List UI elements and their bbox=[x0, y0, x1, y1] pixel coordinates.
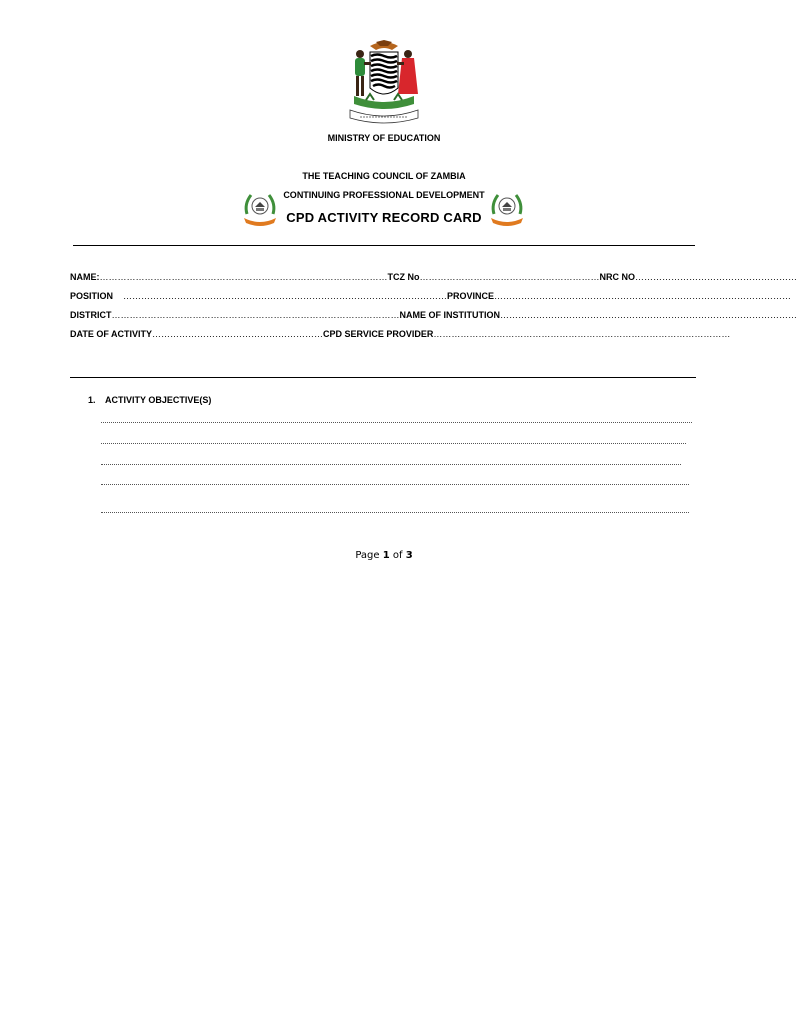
of-word: of bbox=[392, 550, 403, 561]
field-row-name: NAME:……………………………………………………………………………………TCZ No……………………………………………………NRC NO……………………………………………… bbox=[70, 272, 797, 282]
province-label: PROVINCE bbox=[447, 291, 495, 301]
field-row-district: DISTRICT……………………………………………………………………………………NAME OF INSTITUTION……………………………………………………………………………………… bbox=[70, 310, 797, 320]
card-title: CPD ACTIVITY RECORD CARD bbox=[286, 210, 482, 225]
field-row-date: DATE OF ACTIVITY…………………………………………………CPD SERVICE PROVIDER……………………………………………………………………………………… bbox=[70, 329, 731, 339]
program-title: CONTINUING PROFESSIONAL DEVELOPMENT bbox=[283, 190, 485, 200]
teaching-council-emblem-icon bbox=[488, 190, 526, 228]
current-page: 1 bbox=[382, 550, 390, 561]
council-title: THE TEACHING COUNCIL OF ZAMBIA bbox=[302, 171, 466, 181]
date-label: DATE OF ACTIVITY bbox=[70, 329, 152, 339]
district-label: DISTRICT bbox=[70, 310, 112, 320]
name-label: NAME: bbox=[70, 272, 100, 282]
section-divider bbox=[70, 377, 696, 378]
institution-label: NAME OF INSTITUTION bbox=[399, 310, 500, 320]
provider-label: CPD SERVICE PROVIDER bbox=[323, 329, 434, 339]
answer-line[interactable] bbox=[101, 443, 686, 444]
header-divider bbox=[73, 245, 695, 246]
tcz-label: TCZ No bbox=[387, 272, 420, 282]
ministry-title: MINISTRY OF EDUCATION bbox=[327, 133, 441, 143]
zambia-coat-of-arms-icon bbox=[340, 38, 428, 128]
section-number: 1. bbox=[88, 395, 96, 405]
page-indicator bbox=[0, 550, 768, 561]
section-title: ACTIVITY OBJECTIVE(S) bbox=[105, 395, 212, 405]
answer-line[interactable] bbox=[101, 484, 689, 485]
page-word: Page bbox=[355, 550, 380, 561]
answer-line[interactable] bbox=[101, 464, 681, 465]
field-row-position: POSITION ………………………………………………………………………………………………PROVINCE……………………………………………………………………………………… bbox=[70, 291, 792, 301]
nrc-label: NRC NO bbox=[599, 272, 635, 282]
answer-line[interactable] bbox=[101, 512, 689, 513]
total-pages: 3 bbox=[405, 550, 413, 561]
answer-line[interactable] bbox=[101, 422, 692, 423]
position-label: POSITION bbox=[70, 291, 114, 301]
